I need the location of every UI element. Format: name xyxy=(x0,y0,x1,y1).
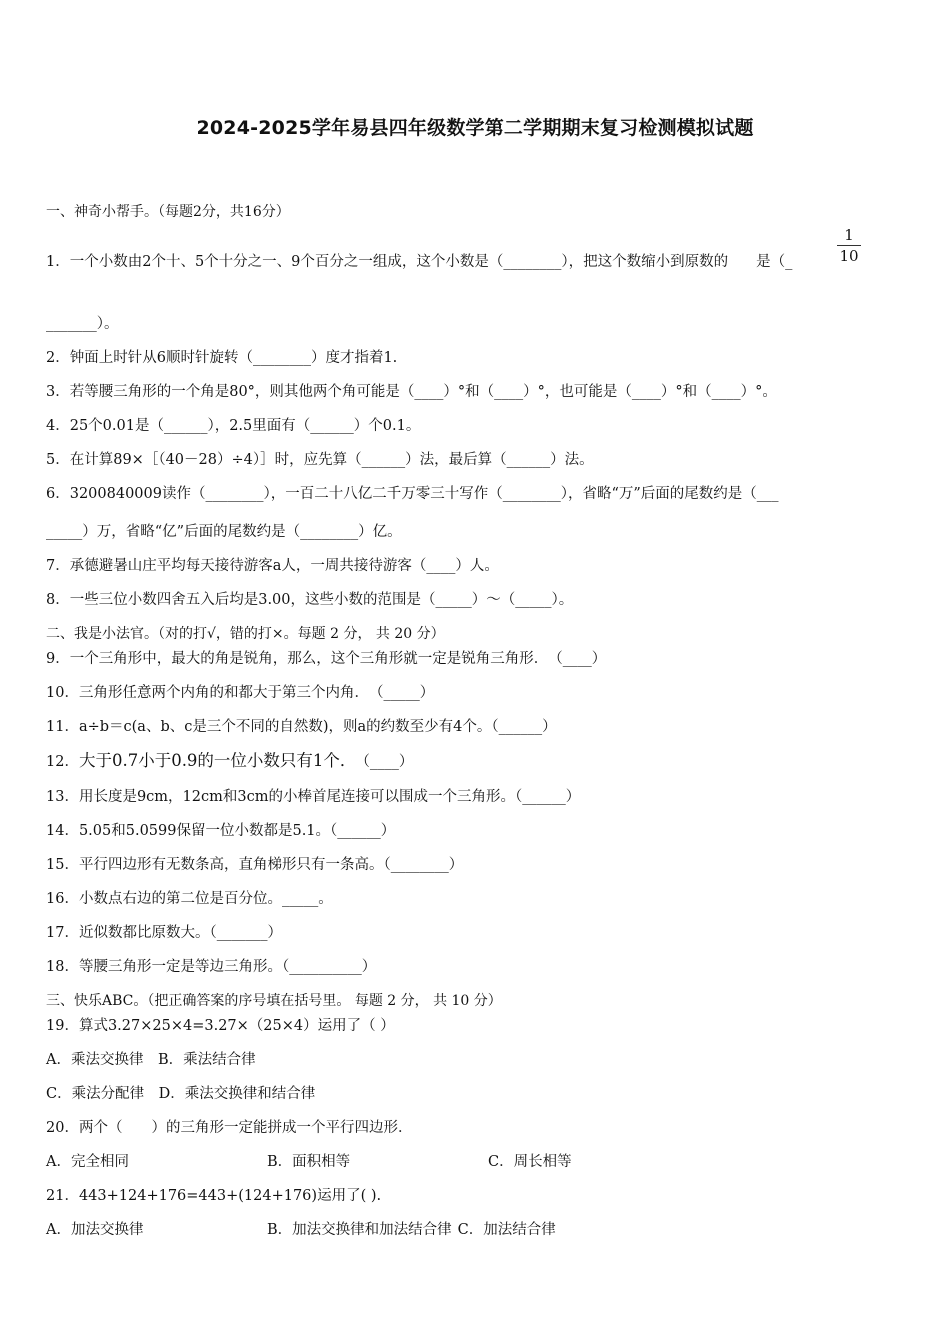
option-b: B．加法交换律和加法结合律 xyxy=(267,1222,452,1238)
fraction-denominator: 10 xyxy=(839,247,859,265)
option-a: A．加法交换律 xyxy=(46,1222,144,1238)
question-3: 3．若等腰三角形的一个角是80°，则其他两个角可能是（____）°和（____）°，也可能是（____）°和（____）°。 xyxy=(46,384,777,400)
question-16: 16．小数点右边的第二位是百分位。_____。 xyxy=(46,891,333,907)
question-9: 9．一个三角形中，最大的角是锐角，那么，这个三角形就一定是锐角三角形． （____） xyxy=(46,651,607,667)
question-20-options xyxy=(46,1152,572,1172)
question-5: 5．在计算89×［（40－28）÷4）］时，应先算（______）法，最后算（______）法。 xyxy=(46,452,594,468)
question-13: 13．用长度是9cm，12cm和3cm的小棒首尾连接可以围成一个三角形。（______） xyxy=(46,789,581,805)
option-c: C．加法结合律 xyxy=(457,1222,556,1238)
question-21-options xyxy=(46,1220,556,1240)
section-1-header: 一、神奇小帮手。（每题2分，共16分） xyxy=(46,204,290,220)
question-17: 17．近似数都比原数大。（_______） xyxy=(46,925,282,941)
question-11: 11．a÷b＝c(a、b、c是三个不同的自然数)，则a的约数至少有4个。（______） xyxy=(46,719,557,735)
question-4: 4．25个0.01是（______），2.5里面有（______）个0.1。 xyxy=(46,418,421,434)
question-6-line-2: _____）万，省略“亿”后面的尾数约是（________）亿。 xyxy=(46,524,402,540)
question-12-text: 大于0.7小于0.9的一位小数只有1个． xyxy=(78,751,349,770)
question-21: 21．443+124+176=443+(124+176)运用了( ). xyxy=(46,1188,382,1204)
question-8: 8．一些三位小数四舍五入后均是3.00，这些小数的范围是（_____）～（_____）。 xyxy=(46,592,574,608)
fraction-one-tenth xyxy=(837,226,861,265)
option-a: A．完全相同 xyxy=(46,1154,129,1170)
question-1-line-2: _______）。 xyxy=(46,316,119,332)
question-18: 18．等腰三角形一定是等边三角形。（__________） xyxy=(46,959,377,975)
question-15: 15．平行四边形有无数条高，直角梯形只有一条高。（________） xyxy=(46,857,464,873)
question-14: 14．5.05和5.0599保留一位小数都是5.1。（______） xyxy=(46,823,396,839)
fraction-numerator: 1 xyxy=(837,226,861,246)
question-1-text: 1．一个小数由2个十、5个十分之一、9个百分之一组成，这个小数是（________），把这个数缩小到原数的 xyxy=(46,254,729,270)
question-2: 2．钟面上时针从6顺时针旋转（________）度才指着1. xyxy=(46,350,398,366)
option-c: C．周长相等 xyxy=(488,1154,572,1170)
question-6-line-1: 6．3200840009读作（________），一百二十八亿二千万零三十写作（________），省略“万”后面的尾数约是（___ xyxy=(46,486,779,502)
option-b: B．面积相等 xyxy=(267,1154,351,1170)
question-20: 20．两个（ ）的三角形一定能拼成一个平行四边形． xyxy=(46,1120,413,1136)
question-1-text-cont: 是（_ xyxy=(756,254,793,270)
question-19: 19．算式3.27×25×4=3.27×（25×4）运用了（ ） xyxy=(46,1018,395,1034)
page-title: 2024-2025学年易县四年级数学第二学期期末复习检测模拟试题 xyxy=(196,117,754,139)
section-2-header: 二、我是小法官。（对的打√，错的打×。每题 2 分， 共 20 分） xyxy=(46,626,445,642)
question-7: 7．承德避暑山庄平均每天接待游客a人，一周共接待游客（____）人。 xyxy=(46,558,499,574)
question-12-blank: （____） xyxy=(348,754,414,770)
question-12 xyxy=(46,751,413,772)
question-1-line-1 xyxy=(46,252,792,272)
question-19-options-ab: A．乘法交换律 B．乘法结合律 xyxy=(46,1052,256,1068)
section-3-header: 三、快乐ABC。（把正确答案的序号填在括号里。 每题 2 分， 共 10 分） xyxy=(46,993,502,1009)
question-10: 10．三角形任意两个内角的和都大于第三个内角． （_____） xyxy=(46,685,435,701)
question-19-options-cd: C．乘法分配律 D．乘法交换律和结合律 xyxy=(46,1086,316,1102)
question-12-number: 12． xyxy=(46,754,79,770)
